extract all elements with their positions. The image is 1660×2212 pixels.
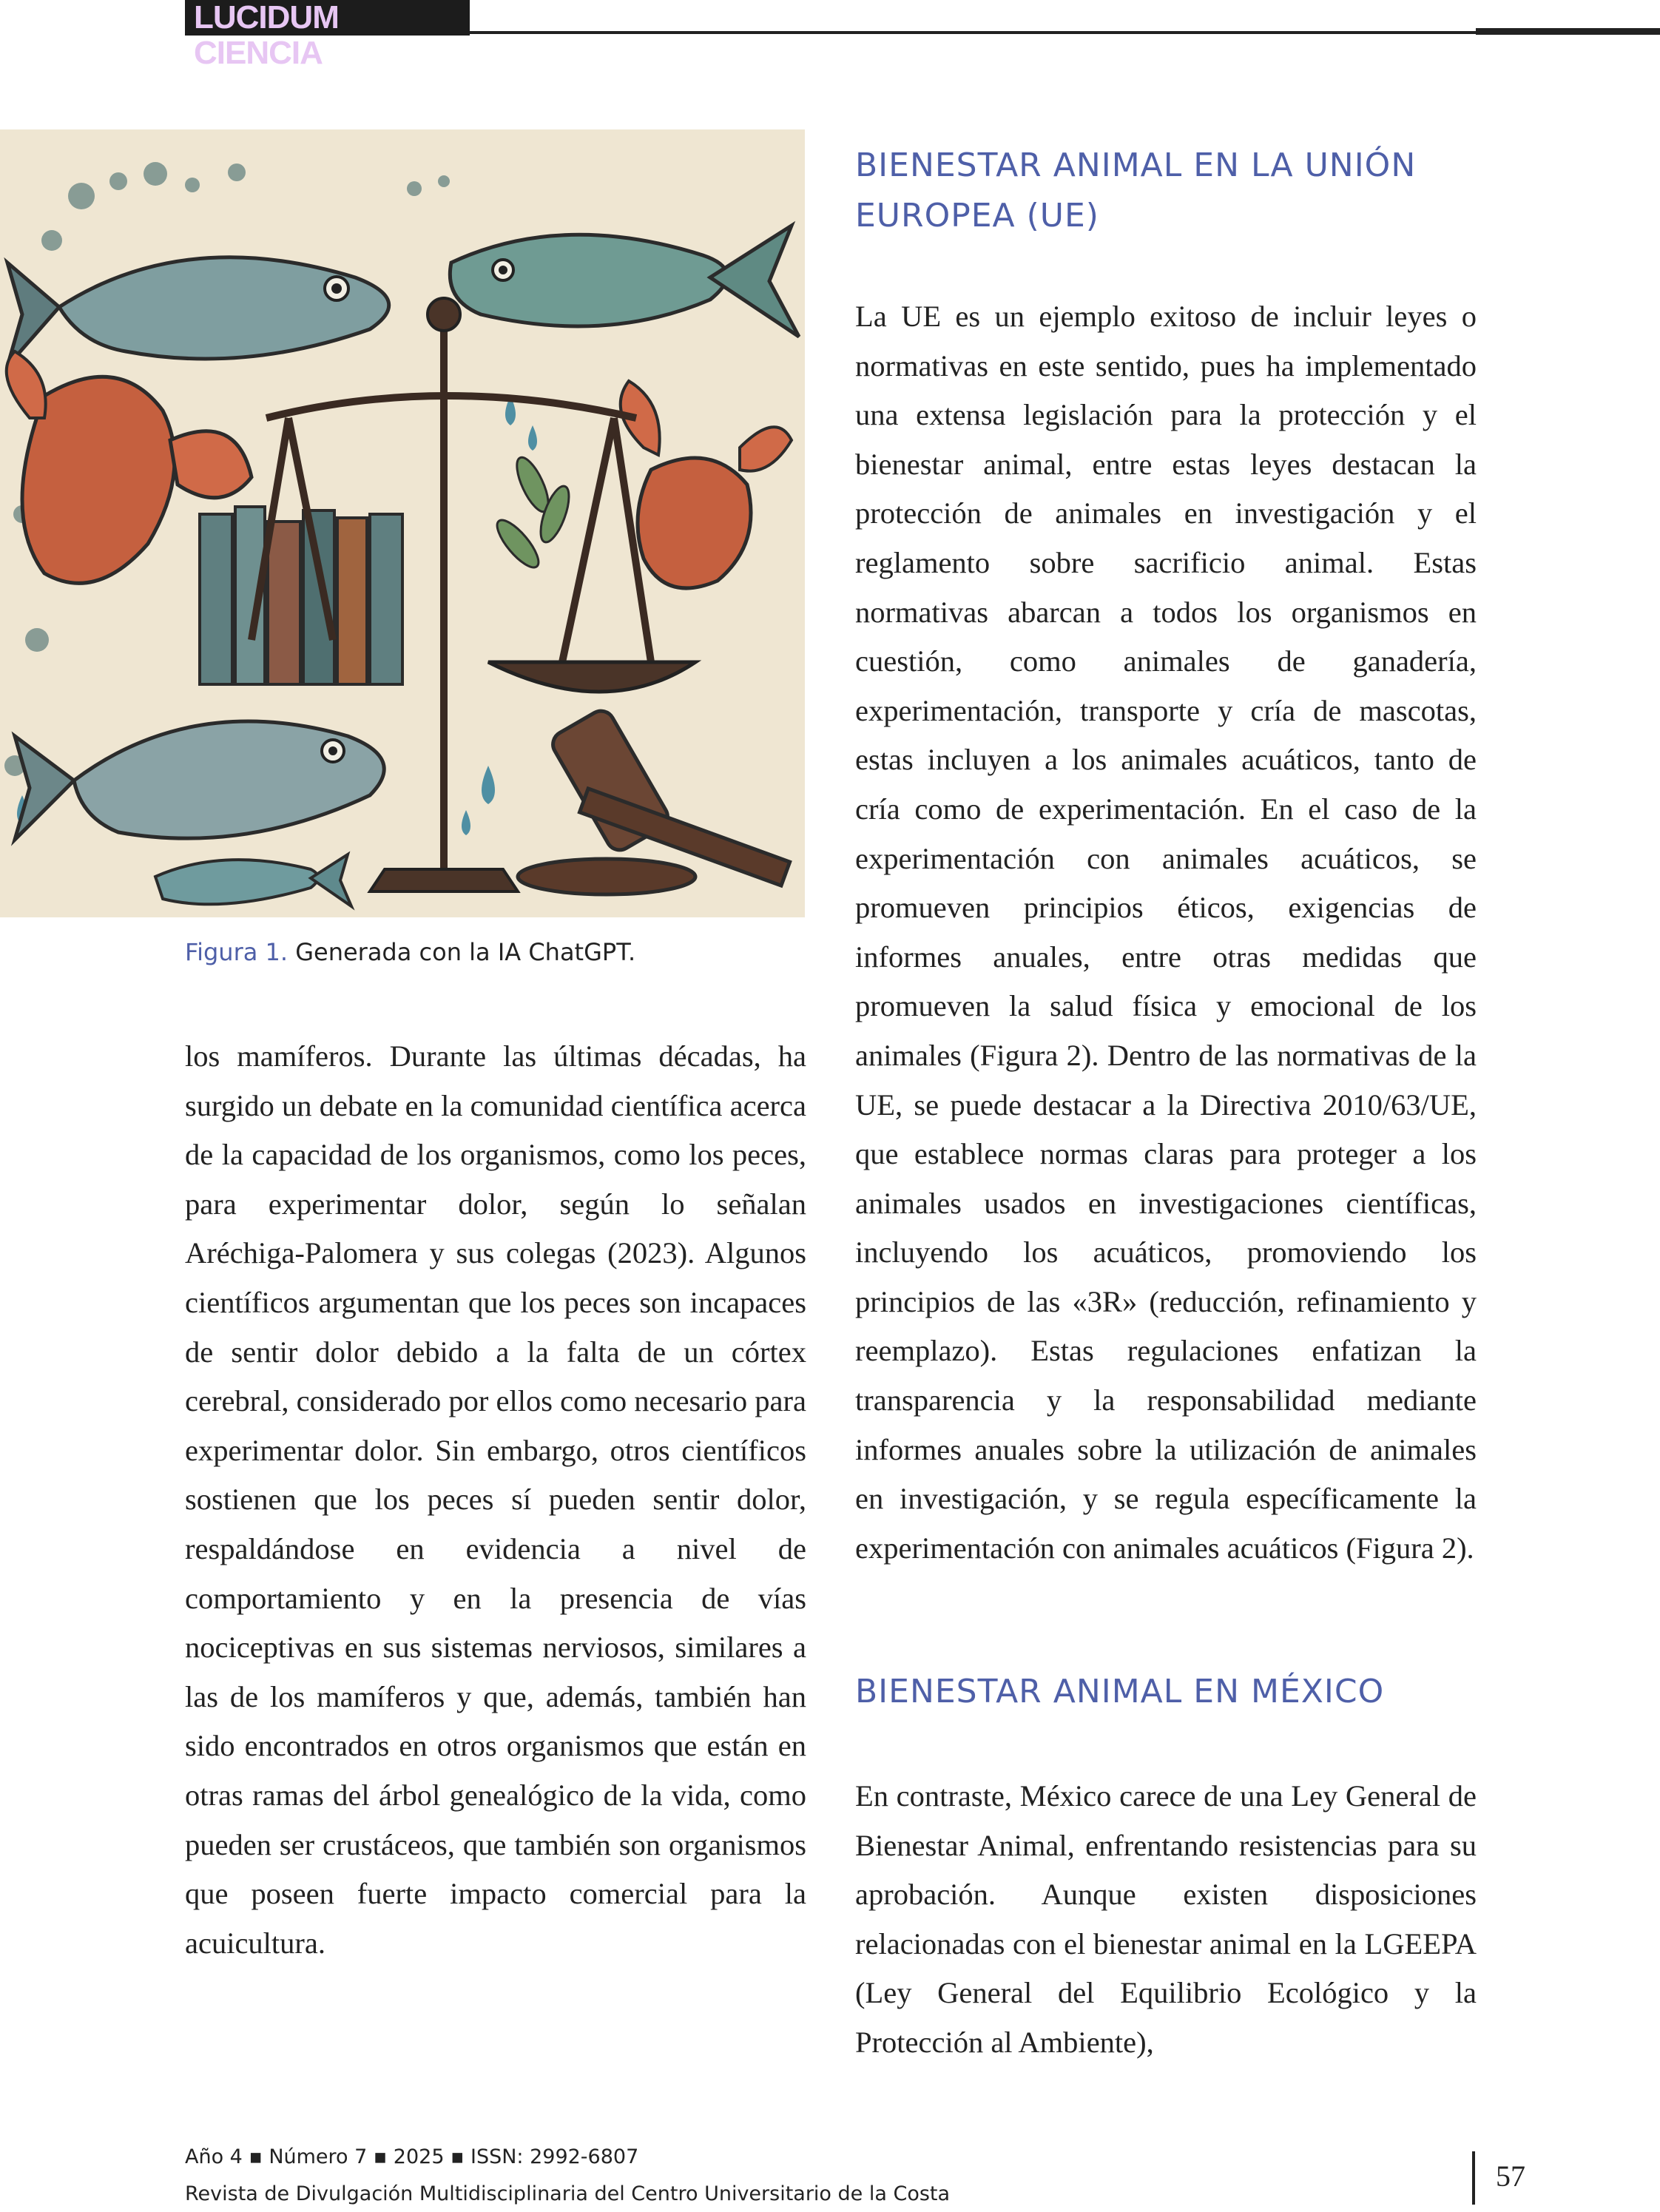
scales-illustration-icon [0, 129, 805, 917]
figure-1-image [0, 129, 805, 917]
footer-journal-name: Revista de Divulgación Multidisciplinaria del Centro Universitario de la Costa [185, 2182, 951, 2205]
section-heading-eu: BIENESTAR ANIMAL EN LA UNIÓN EUROPEA (UE) [855, 146, 1417, 235]
header-rule-accent [1476, 28, 1660, 35]
page-number: 57 [1496, 2159, 1525, 2193]
left-column-text: los mamíferos. Durante las últimas décadas, ha surgido un debate en la comunidad científica acerca de la capacidad de los organismos, como los peces, para experimentar dolor, según lo señalan Aréchiga-Palomera y sus colegas (2023). Algunos científicos argumentan que los peces son incapaces de sentir dolor debido a la falta de un córtex cerebral, considerado por ellos como necesario para experimentar dolor. Sin embargo, otros científicos sostienen que los peces sí pueden sentir dolor, respaldándose en evidencia a nivel de comportamiento y en la presencia de vías nociceptivas en sus sistemas nerviosos, similares a las de los mamíferos y que, además, también han sido encontrados en otros organismos que están en otras ramas del árbol genealógico de la vida, como pueden ser crustáceos, que también son organismos que poseen fuerte impacto comercial para la acuicultura. [185, 1039, 806, 1960]
footer-issue-info: Año 4 ▪ Número 7 ▪ 2025 ▪ ISSN: 2992-6807 [185, 2145, 639, 2168]
section-paragraph-mexico: En contraste, México carece de una Ley General de Bienestar Animal, enfrentando resistencias para su aprobación. Aunque existen disposiciones relacionadas con el bienestar animal en la LGEEPA (Ley General del Equilibrio Ecológico y la Protección al Ambiente), [855, 1779, 1477, 2059]
figure-label: Figura 1. [185, 938, 289, 966]
figure-caption-text: Generada con la IA ChatGPT. [295, 938, 636, 966]
section-paragraph-eu: La UE es un ejemplo exitoso de incluir leyes o normativas en este sentido, pues ha implementado una extensa legislación para la protección y el bienestar animal, entre estas leyes destacan la protección de animales en investigación y el reglamento sobre sacrificio animal. Estas normativas abarcan a todos los organismos en cuestión, como animales de ganadería, experimentación, transporte y cría de mascotas, estas incluyen a los animales acuáticos, tanto de cría como de experimentación. En el caso de la experimentación con animales acuáticos, se promueven principios éticos, exigencias de informes anuales, entre otras medidas que promueven la salud física y emocional de los animales (Figura 2). Dentro de las normativas de la UE, se puede destacar a la Directiva 2010/63/UE, que establece normas claras para proteger a los animales usados en investigaciones científicas, incluyendo los acuáticos, promoviendo los principios de las «3R» (reducción, refinamiento y reemplazo). Estas regulaciones enfatizan la transparencia y la responsabilidad mediante informes anuales sobre la utilización de animales en investigación, y se regula específicamente la experimentación con animales acuáticos (Figura 2). [855, 300, 1477, 1565]
section-heading-mexico: BIENESTAR ANIMAL EN MÉXICO [855, 1673, 1385, 1710]
footer-divider [1472, 2151, 1475, 2205]
figure-caption [185, 938, 799, 966]
journal-brand: LUCIDUM CIENCIA [185, 0, 470, 36]
